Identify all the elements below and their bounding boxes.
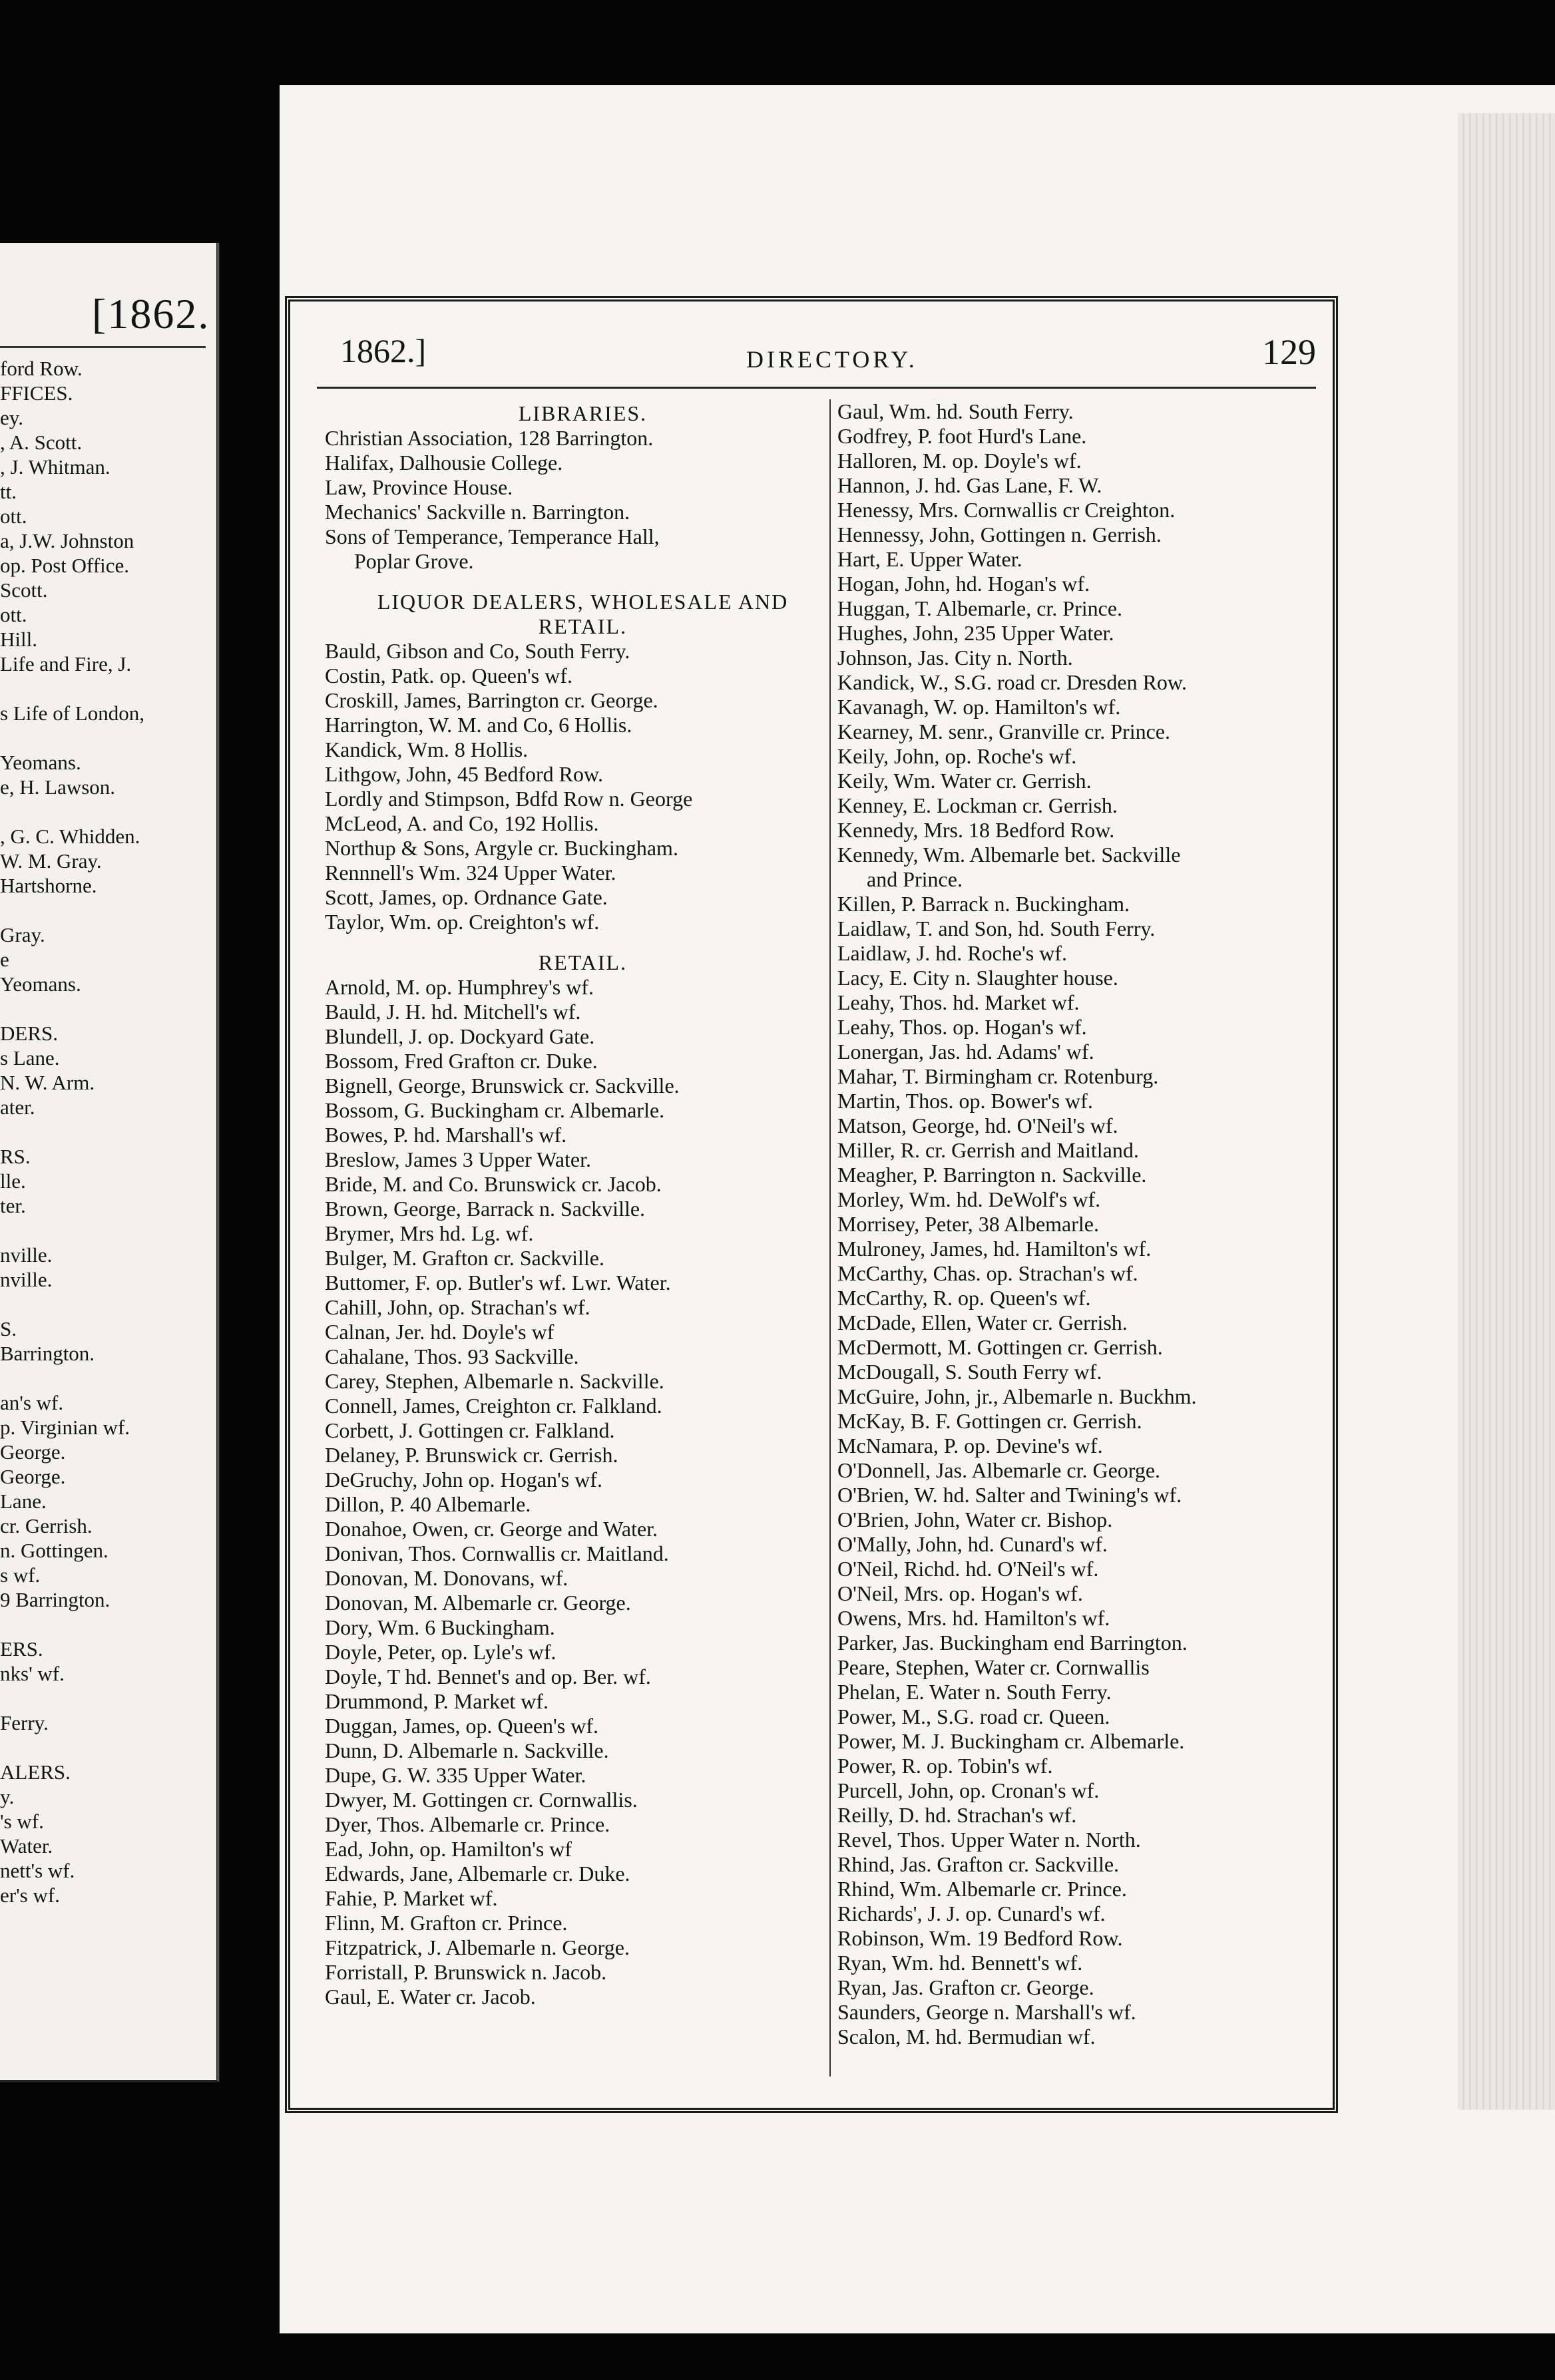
directory-entry: Buttomer, F. op. Butler's wf. Lwr. Water. <box>325 1271 671 1294</box>
directory-entry: Power, R. op. Tobin's wf. <box>837 1754 1053 1778</box>
directory-entry: Kavanagh, W. op. Hamilton's wf. <box>837 695 1121 719</box>
directory-entry: Bignell, George, Brunswick cr. Sackville. <box>325 1074 680 1097</box>
directory-entry: Croskill, James, Barrington cr. George. <box>325 688 658 712</box>
directory-entry: Huggan, T. Albemarle, cr. Prince. <box>837 596 1123 620</box>
directory-entry: Phelan, E. Water n. South Ferry. <box>837 1680 1112 1704</box>
directory-entry: O'Neil, Richd. hd. O'Neil's wf. <box>837 1557 1099 1581</box>
previous-page-line: er's wf. <box>0 1884 60 1907</box>
directory-entry: Mechanics' Sackville n. Barrington. <box>325 500 630 524</box>
section-heading: RETAIL. <box>538 950 628 974</box>
directory-entry: Saunders, George n. Marshall's wf. <box>837 2000 1136 2024</box>
directory-entry: Bauld, J. H. hd. Mitchell's wf. <box>325 1000 581 1024</box>
directory-entry: Donahoe, Owen, cr. George and Water. <box>325 1517 658 1541</box>
directory-entry: Godfrey, P. foot Hurd's Lane. <box>837 424 1087 448</box>
directory-entry: Duggan, James, op. Queen's wf. <box>325 1714 599 1738</box>
directory-entry: Peare, Stephen, Water cr. Cornwallis <box>837 1655 1150 1679</box>
directory-entry: O'Mally, John, hd. Cunard's wf. <box>837 1532 1108 1556</box>
previous-page-line <box>0 1218 213 1243</box>
directory-entry: Christian Association, 128 Barrington. <box>325 426 654 450</box>
directory-entry: Corbett, J. Gottingen cr. Falkland. <box>325 1418 615 1442</box>
directory-entry: Halifax, Dalhousie College. <box>325 451 563 475</box>
right-column <box>829 399 1340 2077</box>
directory-entry: McGuire, John, jr., Albemarle n. Buckhm. <box>837 1384 1197 1408</box>
directory-entry: Edwards, Jane, Albemarle cr. Duke. <box>325 1862 630 1885</box>
directory-entry: Dory, Wm. 6 Buckingham. <box>325 1615 555 1639</box>
previous-page-line: e, H. Lawson. <box>0 775 116 799</box>
previous-page-line: ERS. <box>0 1637 43 1661</box>
directory-entry: Donovan, M. Albemarle cr. George. <box>325 1591 631 1615</box>
directory-entry: Breslow, James 3 Upper Water. <box>325 1147 591 1171</box>
previous-page-line: S. <box>0 1317 17 1340</box>
previous-page-line: tt. <box>0 480 17 503</box>
directory-entry: Kennedy, Mrs. 18 Bedford Row. <box>837 818 1115 842</box>
directory-entry: Mulroney, James, hd. Hamilton's wf. <box>837 1237 1152 1261</box>
previous-page-line: , G. C. Whidden. <box>0 825 140 848</box>
directory-entry: Costin, Patk. op. Queen's wf. <box>325 664 572 688</box>
previous-page-line: y. <box>0 1785 15 1808</box>
previous-page-line: e <box>0 948 9 971</box>
page-number: 129 <box>1262 332 1316 372</box>
directory-entry: Meagher, P. Barrington n. Sackville. <box>837 1163 1147 1187</box>
page-edges <box>1458 113 1555 2110</box>
directory-entry: Dunn, D. Albemarle n. Sackville. <box>325 1738 609 1762</box>
left-column <box>325 401 841 2009</box>
previous-page-line: RS. <box>0 1145 31 1168</box>
directory-entry: Hennessy, John, Gottingen n. Gerrish. <box>837 522 1162 546</box>
previous-page-line: an's wf. <box>0 1391 64 1414</box>
previous-page <box>0 243 220 2082</box>
directory-entry: Blundell, J. op. Dockyard Gate. <box>325 1024 595 1048</box>
directory-entry: Cahalane, Thos. 93 Sackville. <box>325 1344 579 1368</box>
directory-entry: Dillon, P. 40 Albemarle. <box>325 1492 531 1516</box>
directory-entry: Lordly and Stimpson, Bdfd Row n. George <box>325 787 693 811</box>
directory-entry: Keily, John, op. Roche's wf. <box>837 744 1077 768</box>
directory-entry: Doyle, T hd. Bennet's and op. Ber. wf. <box>325 1665 651 1688</box>
directory-entry: Scott, James, op. Ordnance Gate. <box>325 885 608 909</box>
directory-entry: DeGruchy, John op. Hogan's wf. <box>325 1468 602 1491</box>
previous-page-line: ott. <box>0 504 27 528</box>
header-title: DIRECTORY. <box>746 346 918 373</box>
previous-page-line: nks' wf. <box>0 1662 65 1685</box>
previous-page-line: nville. <box>0 1268 53 1291</box>
previous-page-line: Scott. <box>0 578 48 602</box>
directory-entry: Miller, R. cr. Gerrish and Maitland. <box>837 1138 1139 1162</box>
previous-page-line: 9 Barrington. <box>0 1588 111 1611</box>
directory-entry: Cahill, John, op. Strachan's wf. <box>325 1295 590 1319</box>
previous-page-line: Ferry. <box>0 1711 49 1734</box>
directory-entry: Rennnell's Wm. 324 Upper Water. <box>325 861 616 885</box>
previous-page-line: a, J.W. Johnston <box>0 529 134 552</box>
previous-page-line: ey. <box>0 406 23 429</box>
directory-entry: Leahy, Thos. hd. Market wf. <box>837 990 1080 1014</box>
previous-page-line: 's wf. <box>0 1810 44 1833</box>
directory-entry: Owens, Mrs. hd. Hamilton's wf. <box>837 1606 1110 1630</box>
directory-entry: O'Donnell, Jas. Albemarle cr. George. <box>837 1458 1161 1482</box>
directory-entry: and Prince. <box>867 867 963 891</box>
previous-page-line: ALERS. <box>0 1760 71 1784</box>
previous-page-line <box>0 799 213 824</box>
previous-page-text <box>0 356 213 1907</box>
spacer <box>325 574 841 590</box>
directory-entry: Laidlaw, T. and Son, hd. South Ferry. <box>837 916 1156 940</box>
previous-page-line: lle. <box>0 1169 26 1193</box>
directory-entry: Bossom, Fred Grafton cr. Duke. <box>325 1049 598 1073</box>
previous-page-line <box>0 676 213 701</box>
directory-entry: Matson, George, hd. O'Neil's wf. <box>837 1113 1118 1137</box>
directory-entry: Brymer, Mrs hd. Lg. wf. <box>325 1221 534 1245</box>
directory-entry: McDougall, S. South Ferry wf. <box>837 1360 1102 1384</box>
previous-page-line: op. Post Office. <box>0 554 130 577</box>
previous-page-line: DERS. <box>0 1022 58 1045</box>
directory-entry: McCarthy, R. op. Queen's wf. <box>837 1286 1091 1310</box>
directory-entry: Fahie, P. Market wf. <box>325 1886 498 1910</box>
directory-entry: McCarthy, Chas. op. Strachan's wf. <box>837 1261 1138 1285</box>
header-rule <box>317 387 1316 389</box>
directory-entry: Lonergan, Jas. hd. Adams' wf. <box>837 1040 1094 1064</box>
directory-entry: Donivan, Thos. Cornwallis cr. Maitland. <box>325 1541 669 1565</box>
directory-entry: Harrington, W. M. and Co, 6 Hollis. <box>325 713 632 737</box>
previous-page-line: Water. <box>0 1834 53 1858</box>
directory-entry: O'Neil, Mrs. op. Hogan's wf. <box>837 1581 1083 1605</box>
directory-entry: Ead, John, op. Hamilton's wf <box>325 1837 572 1861</box>
directory-entry: Northup & Sons, Argyle cr. Buckingham. <box>325 836 678 860</box>
section-heading: RETAIL. <box>538 614 628 638</box>
directory-entry: Dupe, G. W. 335 Upper Water. <box>325 1763 586 1787</box>
directory-entry: O'Brien, John, Water cr. Bishop. <box>837 1507 1113 1531</box>
previous-page-line: , J. Whitman. <box>0 455 111 479</box>
directory-entry: Bowes, P. hd. Marshall's wf. <box>325 1123 567 1147</box>
header-year: 1862.] <box>340 332 427 369</box>
directory-entry: Hannon, J. hd. Gas Lane, F. W. <box>837 473 1102 497</box>
previous-page-line: Hill. <box>0 628 37 651</box>
previous-page-line: N. W. Arm. <box>0 1071 95 1094</box>
previous-page-line: s Lane. <box>0 1046 60 1070</box>
directory-entry: Morrisey, Peter, 38 Albemarle. <box>837 1212 1099 1236</box>
previous-page-year: [1862. <box>92 290 210 337</box>
previous-page-line <box>0 996 213 1021</box>
directory-entry: Rhind, Wm. Albemarle cr. Prince. <box>837 1877 1127 1901</box>
directory-entry: Leahy, Thos. op. Hogan's wf. <box>837 1015 1087 1039</box>
directory-page-frame <box>285 296 1338 2113</box>
directory-entry: Kearney, M. senr., Granville cr. Prince. <box>837 719 1170 743</box>
directory-entry: Bossom, G. Buckingham cr. Albemarle. <box>325 1098 665 1122</box>
directory-entry: Killen, P. Barrack n. Buckingham. <box>837 892 1130 916</box>
directory-entry: Morley, Wm. hd. DeWolf's wf. <box>837 1187 1101 1211</box>
previous-page-line: FFICES. <box>0 381 73 405</box>
directory-entry: Ryan, Jas. Grafton cr. George. <box>837 1975 1094 1999</box>
directory-entry: Delaney, P. Brunswick cr. Gerrish. <box>325 1443 618 1467</box>
directory-entry: Arnold, M. op. Humphrey's wf. <box>325 975 594 999</box>
previous-page-line: n. Gottingen. <box>0 1539 109 1562</box>
previous-page-line <box>0 1735 213 1760</box>
directory-entry: Connell, James, Creighton cr. Falkland. <box>325 1394 662 1418</box>
directory-entry: Revel, Thos. Upper Water n. North. <box>837 1828 1141 1852</box>
previous-page-line: Yeomans. <box>0 751 81 774</box>
previous-page-line: Yeomans. <box>0 972 81 996</box>
directory-entry: Kennedy, Wm. Albemarle bet. Sackville <box>837 843 1181 867</box>
running-header <box>290 301 1333 388</box>
previous-page-rule <box>0 346 206 348</box>
directory-entry: Forristall, P. Brunswick n. Jacob. <box>325 1960 607 1984</box>
directory-entry: Taylor, Wm. op. Creighton's wf. <box>325 910 600 934</box>
directory-entry: Robinson, Wm. 19 Bedford Row. <box>837 1926 1123 1950</box>
previous-page-line: George. <box>0 1465 66 1488</box>
directory-entry: Keily, Wm. Water cr. Gerrish. <box>837 769 1092 793</box>
directory-entry: McNamara, P. op. Devine's wf. <box>837 1434 1103 1458</box>
directory-entry: McDermott, M. Gottingen cr. Gerrish. <box>837 1335 1163 1359</box>
directory-entry: Doyle, Peter, op. Lyle's wf. <box>325 1640 556 1664</box>
previous-page-line: s Life of London, <box>0 701 144 725</box>
directory-entry: Sons of Temperance, Temperance Hall, <box>325 524 660 548</box>
directory-entry: Drummond, P. Market wf. <box>325 1689 549 1713</box>
directory-entry: Lithgow, John, 45 Bedford Row. <box>325 762 604 786</box>
previous-page-line <box>0 1292 213 1316</box>
previous-page-line: Gray. <box>0 923 45 946</box>
directory-entry: Bride, M. and Co. Brunswick cr. Jacob. <box>325 1172 662 1196</box>
directory-entry: McKay, B. F. Gottingen cr. Gerrish. <box>837 1409 1142 1433</box>
section-heading: LIQUOR DEALERS, WHOLESALE AND <box>377 590 789 614</box>
previous-page-line: ott. <box>0 603 27 626</box>
previous-page-line: ter. <box>0 1194 26 1217</box>
directory-entry: Power, M., S.G. road cr. Queen. <box>837 1704 1110 1728</box>
directory-entry: Calnan, Jer. hd. Doyle's wf <box>325 1320 555 1344</box>
previous-page-line <box>0 725 213 750</box>
directory-entry: Bulger, M. Grafton cr. Sackville. <box>325 1246 604 1270</box>
directory-entry: Dwyer, M. Gottingen cr. Cornwallis. <box>325 1788 638 1812</box>
spacer <box>325 934 841 950</box>
directory-entry: Henessy, Mrs. Cornwallis cr Creighton. <box>837 498 1176 522</box>
directory-entry: Hart, E. Upper Water. <box>837 547 1022 571</box>
directory-entry: Ryan, Wm. hd. Bennett's wf. <box>837 1951 1083 1975</box>
previous-page-line <box>0 1612 213 1637</box>
directory-entry: Flinn, M. Grafton cr. Prince. <box>325 1911 568 1935</box>
directory-entry: O'Brien, W. hd. Salter and Twining's wf. <box>837 1483 1182 1507</box>
directory-entry: Gaul, Wm. hd. South Ferry. <box>837 399 1074 423</box>
directory-entry: Laidlaw, J. hd. Roche's wf. <box>837 941 1067 965</box>
directory-entry: McLeod, A. and Co, 192 Hollis. <box>325 811 599 835</box>
directory-entry: Scalon, M. hd. Bermudian wf. <box>837 2025 1096 2049</box>
previous-page-line: Lane. <box>0 1489 47 1513</box>
previous-page-line: s wf. <box>0 1563 41 1587</box>
previous-page-line: Hartshorne. <box>0 874 97 897</box>
directory-entry: Reilly, D. hd. Strachan's wf. <box>837 1803 1077 1827</box>
directory-entry: Dyer, Thos. Albemarle cr. Prince. <box>325 1812 610 1836</box>
directory-entry: Richards', J. J. op. Cunard's wf. <box>837 1901 1106 1925</box>
previous-page-line: nville. <box>0 1243 53 1267</box>
directory-entry: Rhind, Jas. Grafton cr. Sackville. <box>837 1852 1120 1876</box>
previous-page-line: nett's wf. <box>0 1859 75 1882</box>
directory-entry: Lacy, E. City n. Slaughter house. <box>837 966 1118 990</box>
directory-entry: Donovan, M. Donovans, wf. <box>325 1566 568 1590</box>
previous-page-line: p. Virginian wf. <box>0 1416 130 1439</box>
directory-entry: Johnson, Jas. City n. North. <box>837 646 1073 670</box>
previous-page-line <box>0 898 213 922</box>
previous-page-line: W. M. Gray. <box>0 849 102 873</box>
previous-page-line <box>0 1366 213 1390</box>
directory-entry: McDade, Ellen, Water cr. Gerrish. <box>837 1310 1128 1334</box>
previous-page-line <box>0 1686 213 1710</box>
directory-entry: Power, M. J. Buckingham cr. Albemarle. <box>837 1729 1185 1753</box>
directory-entry: Kenney, E. Lockman cr. Gerrish. <box>837 793 1118 817</box>
previous-page-line <box>0 1119 213 1144</box>
directory-entry: Kandick, Wm. 8 Hollis. <box>325 737 529 761</box>
previous-page-line: ater. <box>0 1095 35 1119</box>
directory-entry: Hogan, John, hd. Hogan's wf. <box>837 572 1090 596</box>
directory-entry: Poplar Grove. <box>354 549 474 573</box>
previous-page-line: George. <box>0 1440 66 1464</box>
directory-entry: Hughes, John, 235 Upper Water. <box>837 621 1114 645</box>
previous-page-line: ford Row. <box>0 357 83 380</box>
directory-entry: Gaul, E. Water cr. Jacob. <box>325 1985 536 2009</box>
directory-entry: Bauld, Gibson and Co, South Ferry. <box>325 639 630 663</box>
directory-entry: Fitzpatrick, J. Albemarle n. George. <box>325 1935 630 1959</box>
directory-entry: Mahar, T. Birmingham cr. Rotenburg. <box>837 1064 1159 1088</box>
previous-page-line: Barrington. <box>0 1342 95 1365</box>
directory-entry: Law, Province House. <box>325 475 513 499</box>
directory-entry: Martin, Thos. op. Bower's wf. <box>837 1089 1093 1113</box>
previous-page-line: cr. Gerrish. <box>0 1514 93 1537</box>
directory-entry: Parker, Jas. Buckingham end Barrington. <box>837 1631 1188 1655</box>
previous-page-line: Life and Fire, J. <box>0 652 132 676</box>
directory-entry: Carey, Stephen, Albemarle n. Sackville. <box>325 1369 664 1393</box>
directory-entry: Halloren, M. op. Doyle's wf. <box>837 449 1082 473</box>
directory-entry: Brown, George, Barrack n. Sackville. <box>325 1197 646 1221</box>
previous-page-line: , A. Scott. <box>0 431 83 454</box>
directory-entry: Kandick, W., S.G. road cr. Dresden Row. <box>837 670 1187 694</box>
directory-entry: Purcell, John, op. Cronan's wf. <box>837 1778 1100 1802</box>
section-heading: LIBRARIES. <box>518 401 648 425</box>
